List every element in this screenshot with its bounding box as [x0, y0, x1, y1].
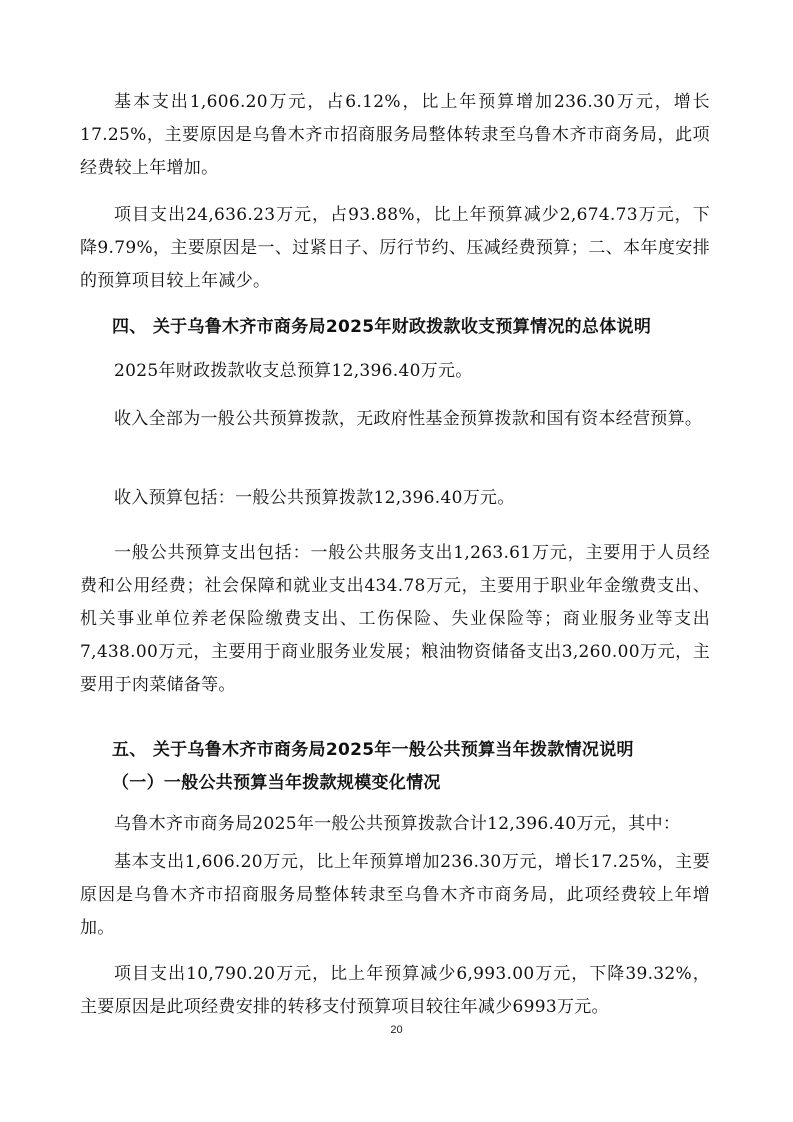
paragraph-basic-expenditure-change: 基本支出1,606.20万元，比上年预算增加236.30万元，增长17.25%，主要原因是乌鲁木齐市招商服务局整体转隶至乌鲁木齐市商务局，此项经费较上年增加。: [80, 852, 710, 938]
paragraph-income-budget: 收入预算包括：一般公共预算拨款12,396.40万元。: [114, 488, 515, 508]
subsection-heading-1: （一）一般公共预算当年拨款规模变化情况: [112, 773, 441, 793]
paragraph-basic-expenditure-total: 基本支出1,606.20万元，占6.12%，比上年预算增加236.30万元，增长17.25%，主要原因是乌鲁木齐市招商服务局整体转隶至乌鲁木齐市商务局，此项经费较上年增加。: [80, 92, 710, 178]
section-heading-5: 五、 关于乌鲁木齐市商务局2025年一般公共预算当年拨款情况说明: [112, 740, 634, 760]
paragraph-total-budget: 2025年财政拨款收支总预算12,396.40万元。: [114, 361, 473, 381]
paragraph-general-budget-total: 乌鲁木齐市商务局2025年一般公共预算拨款合计12,396.40万元，其中：: [114, 814, 681, 834]
page-number: 20: [390, 1024, 403, 1036]
paragraph-project-expenditure-change: 项目支出10,790.20万元，比上年预算减少6,993.00万元，下降39.32%，主要原因是此项经费安排的转移支付预算项目较往年减少6993万元。: [80, 964, 710, 1017]
section-heading-4: 四、 关于乌鲁木齐市商务局2025年财政拨款收支预算情况的总体说明: [112, 317, 652, 337]
paragraph-income-source: 收入全部为一般公共预算拨款，无政府性基金预算拨款和国有资本经营预算。: [114, 409, 703, 429]
paragraph-project-expenditure-total: 项目支出24,636.23万元，占93.88%，比上年预算减少2,674.73万元，下降9.79%，主要原因是一、过紧日子、厉行节约、压减经费预算；二、本年度安排的预算项目较上年减少。: [80, 205, 710, 291]
paragraph-expenditure-breakdown: 一般公共预算支出包括：一般公共服务支出1,263.61万元，主要用于人员经费和公用经费；社会保障和就业支出434.78万元，主要用于职业年金缴费支出、机关事业单位养老保险缴费支出、工伤保险、失业保险等；商业服务业等支出7,438.00万元，主要用于商业服务业发展；粮油物资储备支出3,260.00万元，主要用于肉菜储备等。: [80, 543, 710, 695]
